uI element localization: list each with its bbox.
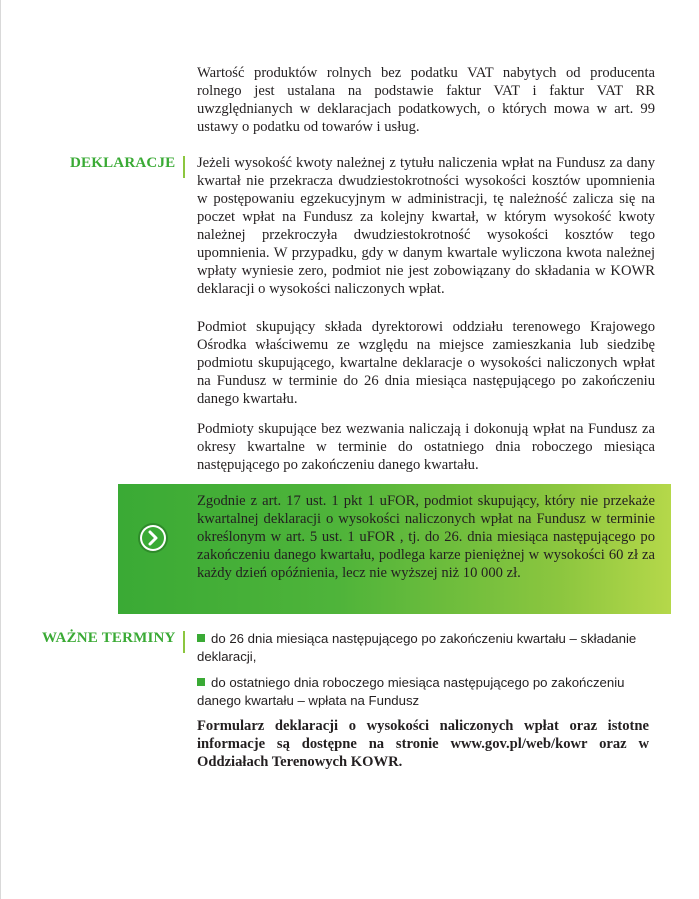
term-item-text: do ostatniego dnia roboczego miesiąca następującego po zakończeniu danego kwartału – wpłata na Fundusz <box>197 675 625 708</box>
form-info-paragraph: Formularz deklaracji o wysokości naliczonych wpłat oraz istotne informacje są dostępne na stronie www.gov.pl/web/kowr oraz w Oddziałach Terenowych KOWR. <box>197 718 649 770</box>
chevron-right-icon <box>140 525 166 551</box>
section-label-deklaracje: DEKLARACJE <box>70 155 176 171</box>
declaration-paragraph-3: Podmioty skupujące bez wezwania naliczają i dokonują wpłat na Fundusz za okresy kwartalne w terminie do ostatniego dnia roboczego miesiąca następującego po zakończeniu danego kwartału. <box>197 421 655 473</box>
term-item <box>197 630 655 666</box>
declaration-paragraph-1: Jeżeli wysokość kwoty należnej z tytułu naliczenia wpłat na Fundusz za dany kwartał nie przekracza dwudziestokrotności wysokości kosztów upomnienia w postępowaniu egzekucyjnym w administracji, tę należność zalicza się na poczet wpłat na Fundusz za kolejny kwartał, w którym wysokość kwoty należnej przekroczyła dwudziestokrotność wysokości kosztów tego upomnienia. W przypadku, gdy w danym kwartale wyliczona kwota należnej wpłaty wyniesie zero, podmiot nie jest zobowiązany do składania w KOWR deklaracji o wysokości naliczonych wpłat. <box>197 155 655 297</box>
green-square-bullet-icon <box>197 678 205 686</box>
term-item <box>197 674 655 710</box>
section-divider <box>183 156 185 178</box>
penalty-text: Zgodnie z art. 17 ust. 1 pkt 1 uFOR, podmiot skupujący, który nie przekaże kwartalnej deklaracji o wysokości naliczonych wpłat na Fundusz w terminie określonym w art. 5 ust. 1 uFOR , tj. do 26. dnia miesiąca następującego po zakończeniu danego kwartału, podlega karze pieniężnej w wysokości 60 zł za każdy dzień opóźnienia, lecz nie wyższej niż 10 000 zł. <box>197 493 655 581</box>
declaration-paragraph-2: Podmiot skupujący składa dyrektorowi oddziału terenowego Krajowego Ośrodka właściwemu ze względu na miejsce zamieszkania lub siedzibę podmiotu skupującego, kwartalne deklaracje o wysokości naliczonych wpłat na Fundusz w terminie do 26 dnia miesiąca następującego po zakończeniu danego kwartału. <box>197 319 655 407</box>
intro-paragraph: Wartość produktów rolnych bez podatku VAT nabytych od producenta rolnego jest ustalana na podstawie faktur VAT i faktur VAT RR uwzględnianych w deklaracjach podatkowych, o których mowa w art. 99 ustawy o podatku od towarów i usług. <box>197 65 655 135</box>
green-square-bullet-icon <box>197 634 205 642</box>
term-item-text: do 26 dnia miesiąca następującego po zakończeniu kwartału – składanie deklaracji, <box>197 631 637 664</box>
section-label-terminy: WAŻNE TERMINY <box>42 630 176 646</box>
page-edge <box>0 0 1 899</box>
section-divider <box>183 631 185 653</box>
